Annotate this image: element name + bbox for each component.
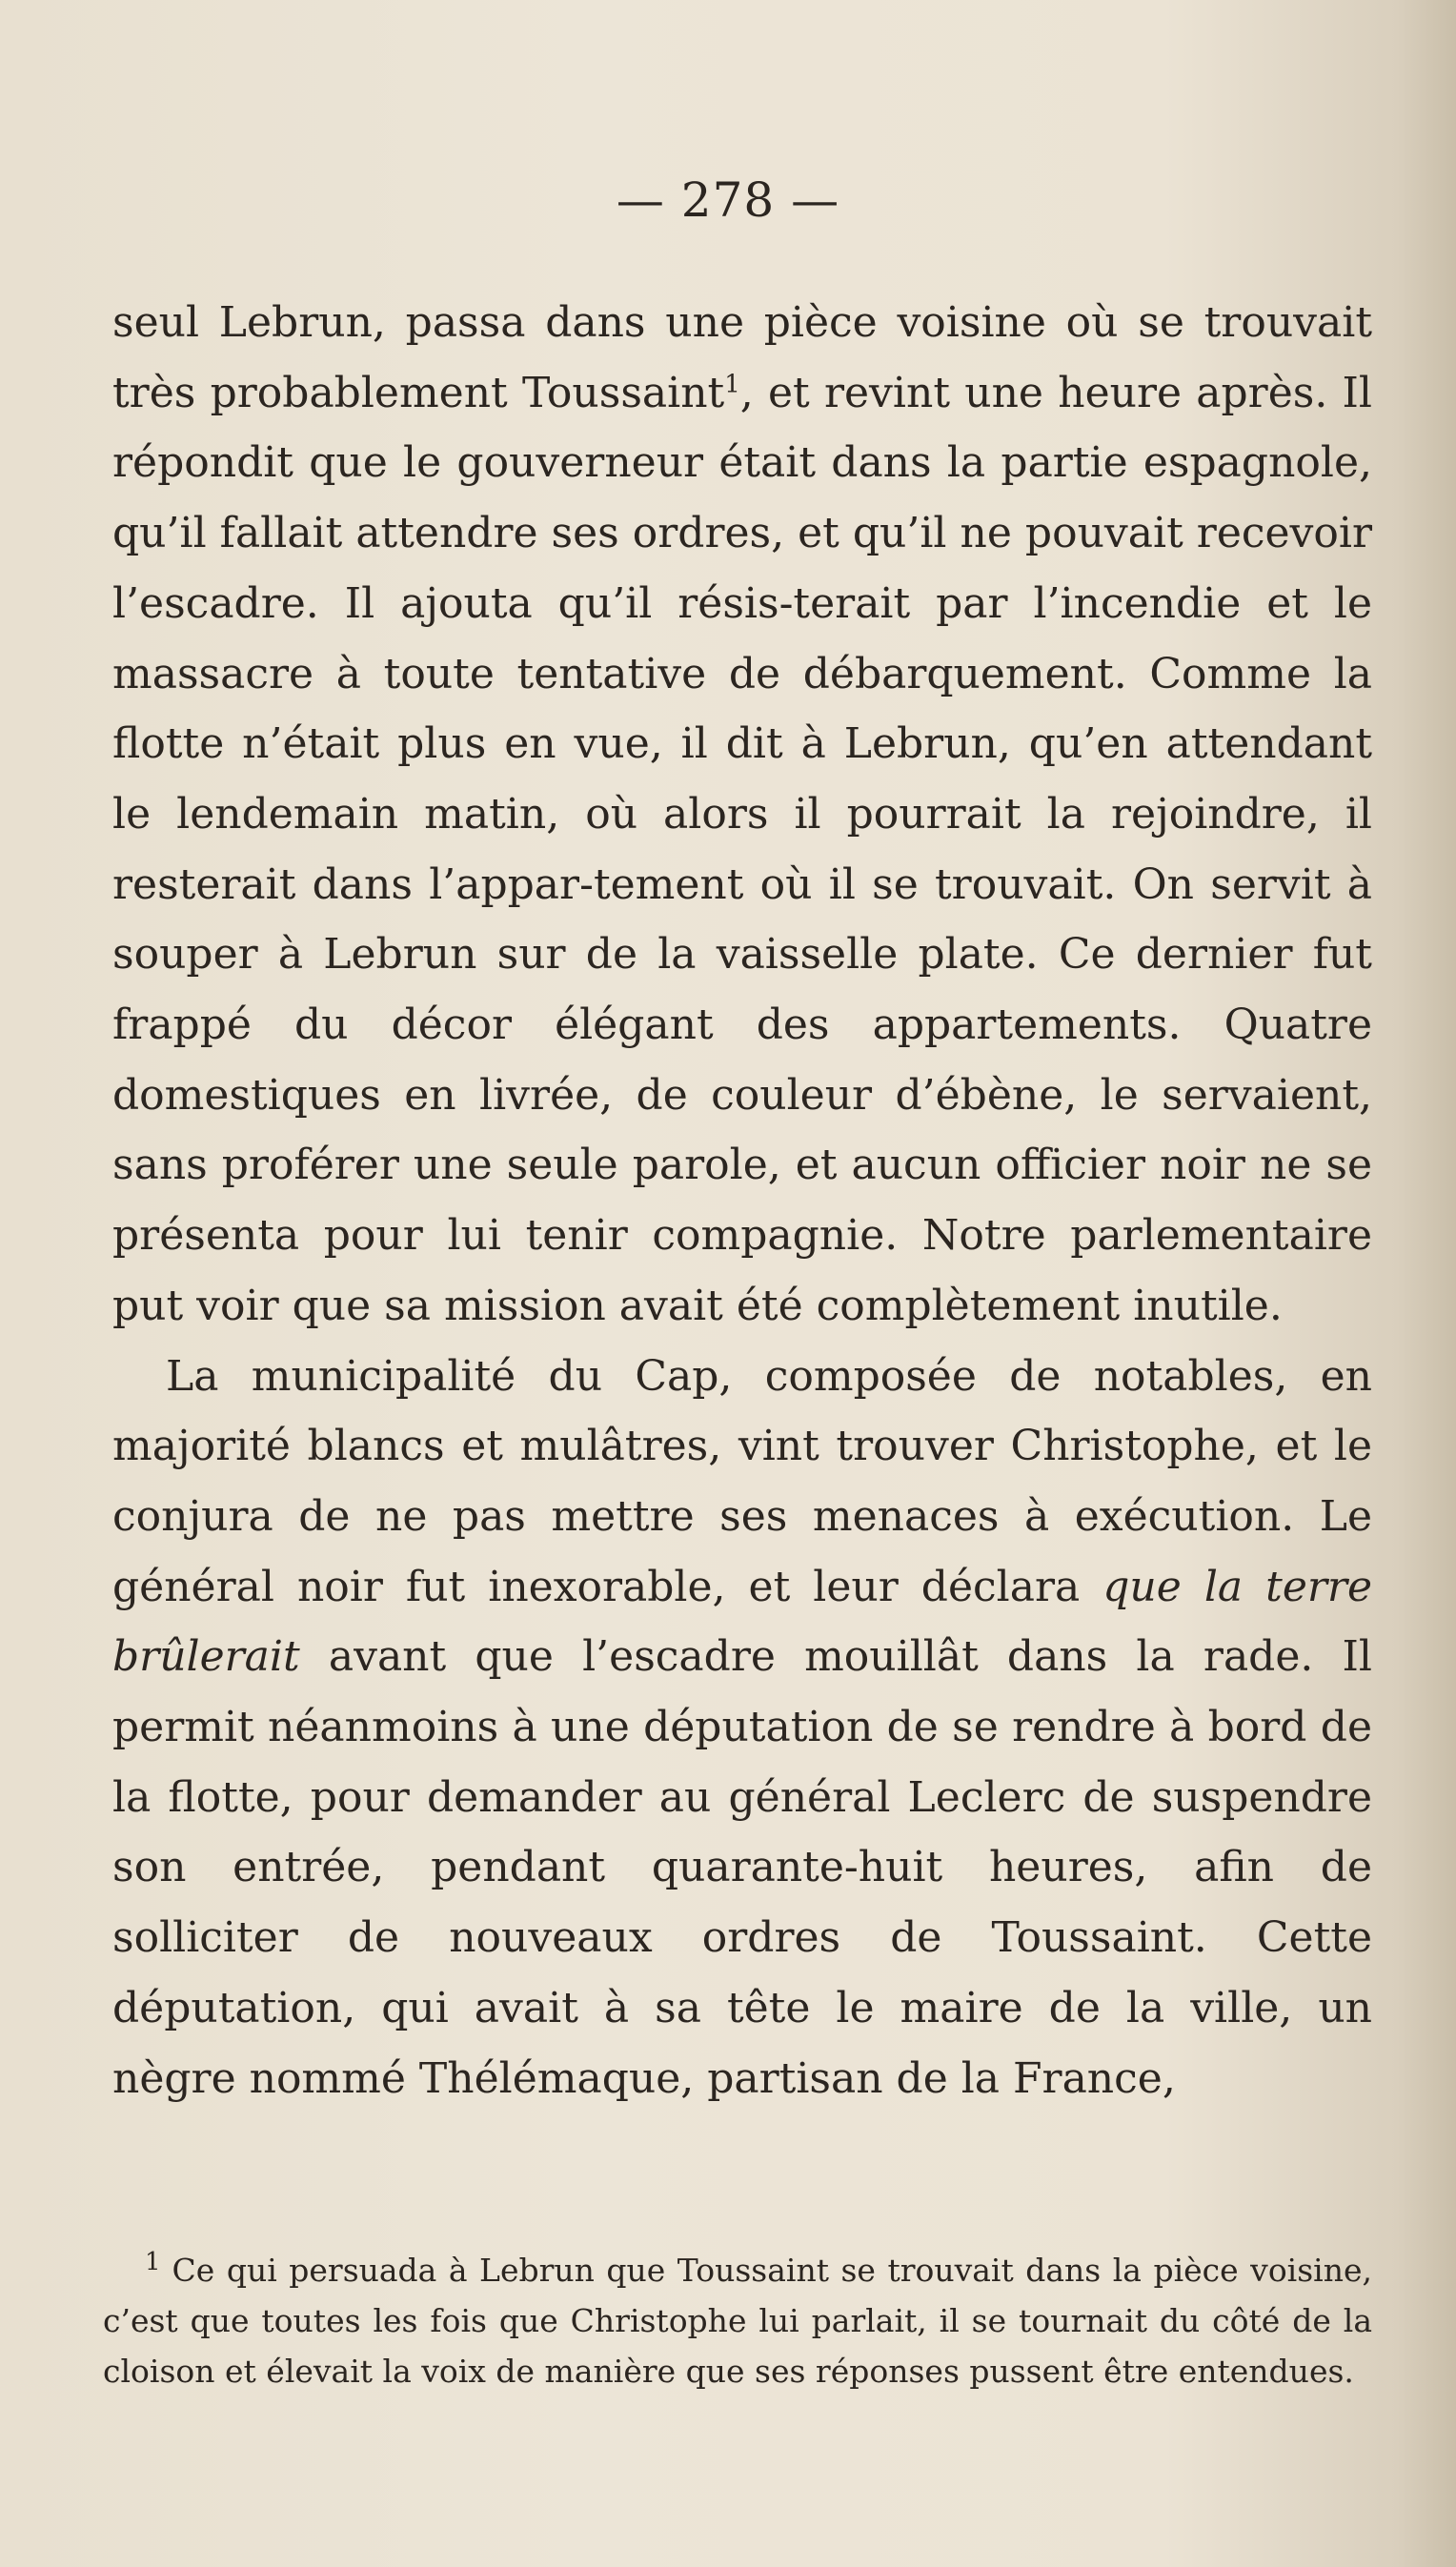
footnote-reference: 1 xyxy=(724,370,740,399)
paragraph-2-text-end: avant que l’escadre mouillât dans la rade. Il permit néanmoins à une députation de se rendre à bord de la flotte, pour demander au général Leclerc de suspendre son entrée, pendant quarante-huit heures, afin de solliciter de nouveaux ordres de Toussaint. Cette députation, qui avait à sa tête le maire de la ville, un nègre nommé Thélémaque, partisan de la France, xyxy=(112,1632,1372,2103)
main-text xyxy=(112,288,1372,2113)
paragraph-1-text-end: , et revint une heure après. Il répondit que le gouverneur était dans la partie espagnole, qu’il fallait attendre ses ordres, et qu’il ne pouvait recevoir l’escadre. Il ajouta qu’il résis-terait par l’incendie et le massacre à toute tentative de débarquement. Comme la flotte n’était plus en vue, il dit à Lebrun, qu’en attendant le lendemain matin, où alors il pourrait la rejoindre, il resterait dans l’appar-tement où il se trouvait. On servit à souper à Lebrun sur de la vaisselle plate. Ce dernier fut frappé du décor élégant des appartements. Quatre domestiques en livrée, de couleur d’ébène, le servaient, sans proférer une seule parole, et aucun officier noir ne se présenta pour lui tenir compagnie. Notre parlementaire put voir que sa mission avait été complètement inutile. xyxy=(112,368,1373,1330)
paragraph-1-text-start: seul Lebrun, passa dans une pièce voisine où se trouvait très probablement Toussaint xyxy=(112,298,1372,417)
footnote: $^1$ Ce qui persuada à Lebrun que Toussaint se trouvait dans la pièce voisine, c’est que toutes les fois que Christophe lui parlait, il se tournait du côté de la cloison et élevait la voix de manière que ses réponses pussent être entendues. xyxy=(103,2248,1372,2390)
paragraph-1 xyxy=(112,288,1372,1342)
paragraph-2 xyxy=(112,1342,1372,2114)
paragraph-2-text-start: La municipalité du Cap, composée de notables, en majorité blancs et mulâtres, vint trouver Christophe, et le conjura de ne pas mettre ses menaces à exécution. Le général noir fut inexorable, et leur déclara xyxy=(112,1351,1372,1611)
italic-quote: que la terre brûlerait xyxy=(112,1562,1372,1682)
footnote-text: Ce qui persuada à Lebrun que Toussaint se trouvait dans la pièce voisine, c’est que toutes les fois que Christophe lui parlait, il se tournait du côté de la cloison et élevait la voix de manière que ses réponses pussent être entendues. xyxy=(103,2252,1372,2390)
page-number: — 278 — xyxy=(616,172,840,228)
